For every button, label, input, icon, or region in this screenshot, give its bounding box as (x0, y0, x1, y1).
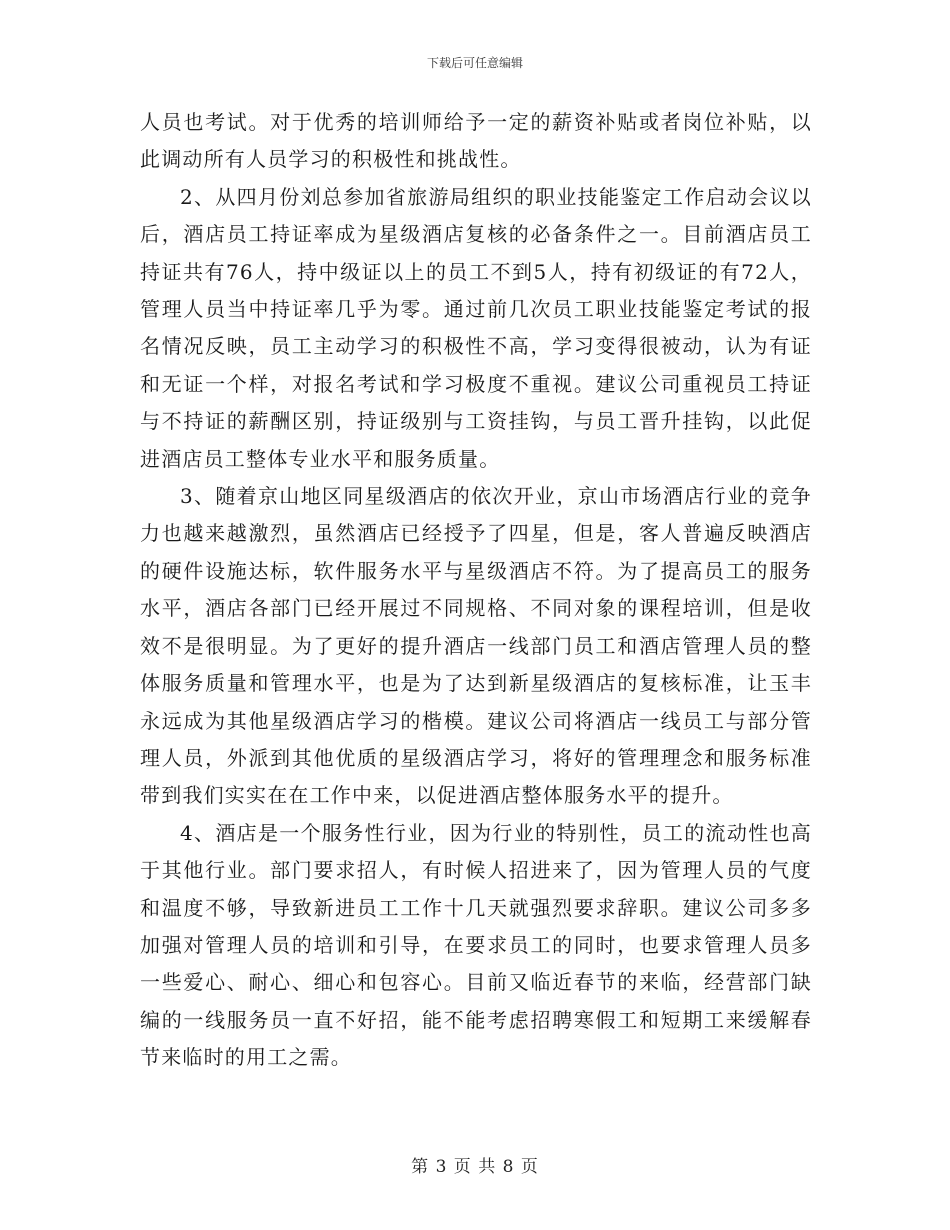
paragraph-continuation: 人员也考试。对于优秀的培训师给予一定的薪资补贴或者岗位补贴，以此调动所有人员学习的积极性和挑战性。 (140, 110, 812, 172)
paragraph-item-2: 2、从四月份刘总参加省旅游局组织的职业技能鉴定工作启动会议以后，酒店员工持证率成为星级酒店复核的必备条件之一。目前酒店员工持证共有76人，持中级证以上的员工不到5人，持有初级证的有72人，管理人员当中持证率几乎为零。通过前几次员工职业技能鉴定考试的报名情况反映，员工主动学习的积极性不高，学习变得很被动，认为有证和无证一个样，对报名考试和学习极度不重视。建议公司重视员工持证与不持证的薪酬区别，持证级别与工资挂钩，与员工晋升挂钩，以此促进酒店员工整体专业水平和服务质量。 (140, 184, 812, 471)
paragraph-item-3: 3、随着京山地区同星级酒店的依次开业，京山市场酒店行业的竞争力也越来越激烈，虽然酒店已经授予了四星，但是，客人普遍反映酒店的硬件设施达标，软件服务水平与星级酒店不符。为了提高员工的服务水平，酒店各部门已经开展过不同规格、不同对象的课程培训，但是收效不是很明显。为了更好的提升酒店一线部门员工和酒店管理人员的整体服务质量和管理水平，也是为了达到新星级酒店的复核标准，让玉丰永远成为其他星级酒店学习的楷模。建议公司将酒店一线员工与部分管理人员，外派到其他优质的星级酒店学习，将好的管理理念和服务标准带到我们实实在在工作中来，以促进酒店整体服务水平的提升。 (140, 484, 812, 808)
document-body (140, 104, 812, 1077)
paragraph-item-4: 4、酒店是一个服务性行业，因为行业的特别性，员工的流动性也高于其他行业。部门要求招人，有时候人招进来了，因为管理人员的气度和温度不够，导致新进员工工作十几天就强烈要求辞职。建议公司多多加强对管理人员的培训和引导，在要求员工的同时，也要求管理人员多一些爱心、耐心、细心和包容心。目前又临近春节的来临，经营部门缺编的一线服务员一直不好招，能不能考虑招聘寒假工和短期工来缓解春节来临时的用工之需。 (140, 820, 812, 1070)
page-header: 下载后可任意编辑 (426, 56, 523, 70)
page-footer: 第 3 页 共 8 页 (411, 1157, 539, 1177)
